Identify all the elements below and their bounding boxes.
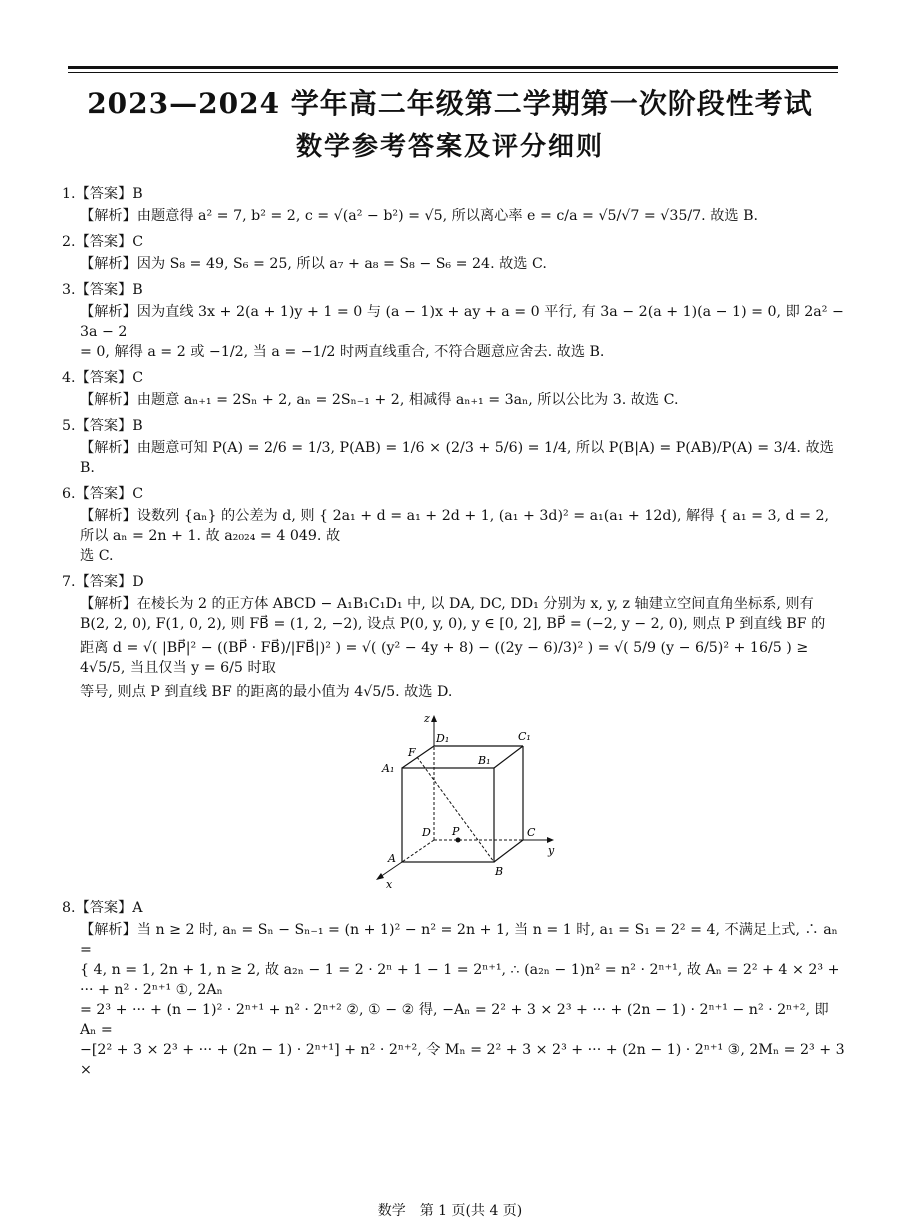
answer-line: 1.【答案】B	[62, 186, 143, 202]
question-7	[62, 572, 846, 890]
explanation-formula-line: 距离 d = √( |BP⃗|² − ((BP⃗ · FB⃗)/|FB⃗|)² ) = √( (y² − 4y + 8) − ((2y − 6)/3)² ) = √( 5/9 (y − 6/5)² + 16/5 ) ≥ 4√5/5, 当且仅当 y = 6/5 时取	[80, 640, 809, 676]
edge-DA	[402, 840, 434, 862]
answer-content	[62, 178, 846, 1080]
label-B1: B₁	[478, 754, 491, 767]
answer-line: 8.【答案】A	[62, 900, 143, 916]
explanation-line: 选 C.	[80, 548, 114, 564]
question-1	[62, 184, 846, 226]
front-face	[402, 768, 494, 862]
edge-A1D1	[402, 746, 434, 768]
question-8	[62, 898, 846, 1080]
answer-line: 3.【答案】B	[62, 282, 143, 298]
header-rule-thin	[68, 72, 838, 73]
answer-line: 2.【答案】C	[62, 234, 144, 250]
edge-B1C1	[494, 746, 523, 768]
label-B: B	[495, 865, 504, 878]
question-4	[62, 368, 846, 410]
explanation-line: 【解析】因为 S₈ = 49, S₆ = 25, 所以 a₇ + a₈ = S₈ − S₆ = 24. 故选 C.	[80, 256, 547, 272]
explanation-line: 【解析】在棱长为 2 的正方体 ABCD − A₁B₁C₁D₁ 中, 以 DA, DC, DD₁ 分别为 x, y, z 轴建立空间直角坐标系, 则有	[80, 596, 814, 612]
point-P	[456, 838, 461, 843]
exam-title: 2023—2024 学年高二年级第二学期第一次阶段性考试	[87, 87, 813, 120]
page-footer: 数学 第 1 页(共 4 页)	[377, 1203, 523, 1219]
cube-figure	[62, 712, 846, 890]
label-P: P	[452, 825, 460, 838]
explanation-line: 【解析】当 n ≥ 2 时, aₙ = Sₙ − Sₙ₋₁ = (n + 1)² − n² = 2n + 1, 当 n = 1 时, a₁ = S₁ = 2² = 4, 不满足上式, ∴ aₙ =	[80, 922, 838, 958]
question-6	[62, 484, 846, 566]
explanation-line: 【解析】由题意得 a² = 7, b² = 2, c = √(a² − b²) = √5, 所以离心率 e = c/a = √5/√7 = √35/7. 故选 B.	[80, 208, 759, 224]
label-A1: A₁	[382, 762, 395, 775]
label-z: z	[424, 712, 430, 725]
label-D1: D₁	[436, 732, 450, 745]
label-A: A	[388, 852, 396, 865]
label-F: F	[408, 746, 416, 759]
explanation-line: 等号, 则点 P 到直线 BF 的距离的最小值为 4√5/5. 故选 D.	[80, 684, 453, 700]
x-axis-arrow	[376, 873, 384, 880]
explanation-line: 【解析】因为直线 3x + 2(a + 1)y + 1 = 0 与 (a − 1)x + ay + a = 0 平行, 有 3a − 2(a + 1)(a − 1) = 0, 即 2a² − 3a − 2	[80, 304, 844, 340]
label-x: x	[386, 878, 393, 890]
segment-FB	[417, 757, 494, 862]
explanation-line: 【解析】设数列 {aₙ} 的公差为 d, 则 { 2a₁ + d = a₁ + 2d + 1, (a₁ + 3d)² = a₁(a₁ + 12d), 解得 { a₁ = 3, d = 2, 所以 aₙ = 2n + 1. 故 a₂₀₂₄ = 4 049. 故	[80, 508, 830, 544]
answer-key-subtitle: 数学参考答案及评分细则	[295, 132, 604, 162]
question-5	[62, 416, 846, 478]
question-3	[62, 280, 846, 362]
explanation-line: 【解析】由题意可知 P(A) = 2/6 = 1/3, P(AB) = 1/6 × (2/3 + 5/6) = 1/4, 所以 P(B|A) = P(AB)/P(A) = 3/4. 故选 B.	[80, 440, 834, 476]
label-C: C	[527, 826, 536, 839]
explanation-line: −[2² + 3 × 2³ + ··· + (2n − 1) · 2ⁿ⁺¹] + n² · 2ⁿ⁺², 令 Mₙ = 2² + 3 × 2³ + ··· + (2n − 1) · 2ⁿ⁺¹ ③, 2Mₙ = 2³ + 3 ×	[80, 1042, 845, 1078]
z-axis-arrow	[431, 715, 437, 722]
explanation-line: = 2³ + ··· + (n − 1)² · 2ⁿ⁺¹ + n² · 2ⁿ⁺² ②, ① − ② 得, −Aₙ = 2² + 3 × 2³ + ··· + (2n − 1) · 2ⁿ⁺¹ − n² · 2ⁿ⁺², 即 Aₙ =	[80, 1002, 829, 1038]
answer-line: 7.【答案】D	[62, 574, 144, 590]
answer-line: 5.【答案】B	[62, 418, 143, 434]
answer-line: 4.【答案】C	[62, 370, 144, 386]
explanation-line: B(2, 2, 0), F(1, 0, 2), 则 FB⃗ = (1, 2, −2), 设点 P(0, y, 0), y ∈ [0, 2], BP⃗ = (−2, y − 2, 0), 则点 P 到直线 BF 的	[80, 616, 826, 632]
answer-line: 6.【答案】C	[62, 486, 144, 502]
y-axis-arrow	[547, 837, 554, 843]
question-2	[62, 232, 846, 274]
label-y: y	[548, 844, 555, 857]
explanation-line: { 4, n = 1, 2n + 1, n ≥ 2, 故 a₂ₙ − 1 = 2 · 2ⁿ + 1 − 1 = 2ⁿ⁺¹, ∴ (a₂ₙ − 1)n² = n² · 2ⁿ⁺¹, 故 Aₙ = 2² + 4 × 2³ + ··· + n² · 2ⁿ⁺¹ ①, 2Aₙ	[80, 962, 840, 998]
cube-diagram	[368, 712, 568, 890]
header-rule-thick	[68, 66, 838, 69]
label-C1: C₁	[518, 730, 531, 743]
explanation-line: 【解析】由题意 aₙ₊₁ = 2Sₙ + 2, aₙ = 2Sₙ₋₁ + 2, 相减得 aₙ₊₁ = 3aₙ, 所以公比为 3. 故选 C.	[80, 392, 679, 408]
edge-BC	[494, 840, 523, 862]
label-D: D	[422, 826, 431, 839]
explanation-line: = 0, 解得 a = 2 或 −1/2, 当 a = −1/2 时两直线重合, 不符合题意应舍去. 故选 B.	[80, 344, 605, 360]
